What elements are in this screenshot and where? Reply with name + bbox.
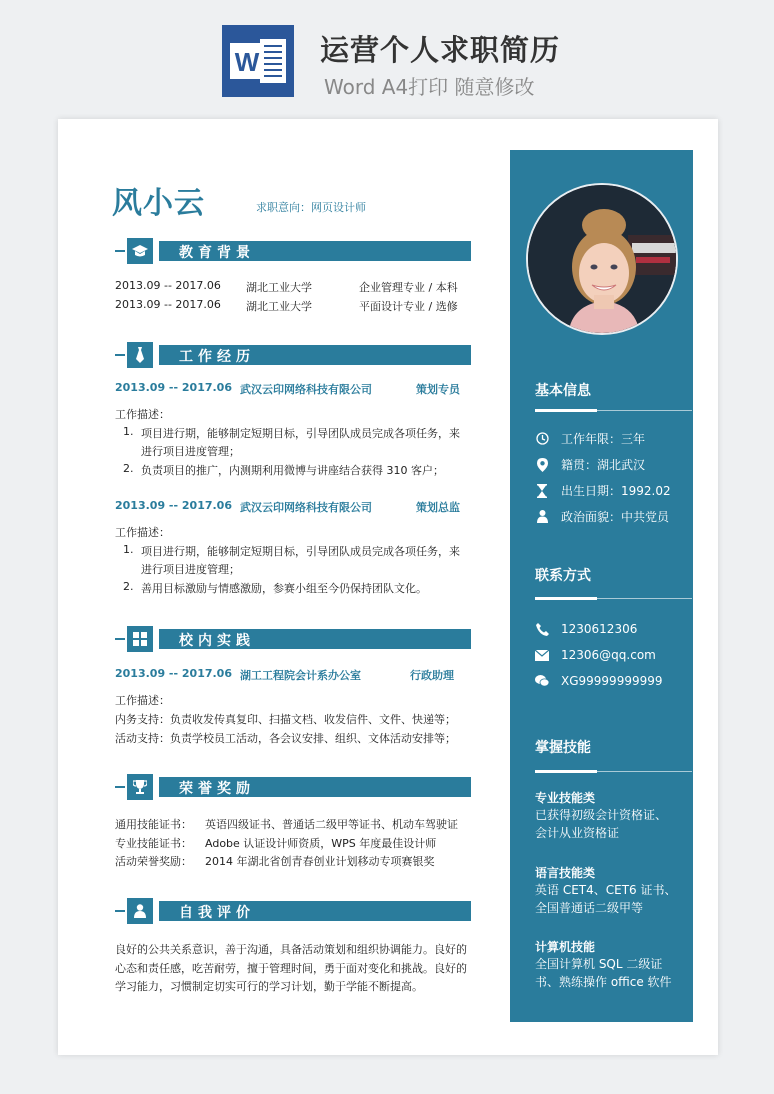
section-title-work: 工作经历 (179, 349, 255, 365)
skill-heading: 计算机技能 (535, 940, 596, 954)
info-birth: 出生日期：1992.02 (561, 484, 671, 498)
info-row-work-years (535, 430, 645, 447)
profile-photo (526, 183, 678, 335)
honor-label: 活动荣誉奖励： (115, 855, 192, 868)
contact-wechat: XG99999999999 (561, 674, 663, 688)
work-role-2: 策划总监 (416, 501, 460, 514)
edu-period-1: 2013.09 -- 2017.06 (115, 279, 221, 292)
work-role-1: 策划专员 (416, 383, 460, 396)
hourglass-icon (535, 484, 549, 498)
self-eval-line: 学习能力，习惯制定切实可行的学习计划，勤于学能不断提高。 (115, 980, 423, 993)
section-header-work (115, 342, 471, 366)
word-logo-icon (222, 25, 294, 97)
contact-row-mail (535, 648, 656, 662)
contact-phone: 1230612306 (561, 622, 638, 636)
skill-line: 书、熟练操作 office 软件 (535, 975, 672, 989)
person-icon (535, 510, 549, 524)
wechat-icon (535, 674, 549, 688)
page-subtitle: Word A4打印 随意修改 (324, 75, 535, 99)
work-item-num: 1. (123, 543, 134, 556)
campus-period: 2013.09 -- 2017.06 (115, 667, 232, 680)
candidate-name: 风小云 (112, 186, 205, 221)
honor-label: 通用技能证书： (115, 818, 192, 831)
edu-major-2: 平面设计专业 / 选修 (359, 300, 458, 313)
section-title-education: 教育背景 (179, 245, 255, 261)
work-item-text: 进行项目进度管理； (141, 445, 240, 458)
honor-label: 专业技能证书： (115, 837, 192, 850)
skill-heading: 语言技能类 (535, 866, 596, 880)
section-title-campus: 校内实践 (179, 633, 255, 649)
work-item-num: 2. (123, 580, 134, 593)
work-item-text: 项目进行期，能够制定短期目标，引导团队成员完成各项任务，来 (141, 545, 460, 558)
work-item-text: 项目进行期，能够制定短期目标，引导团队成员完成各项任务，来 (141, 427, 460, 440)
edu-school-1: 湖北工业大学 (246, 281, 312, 294)
work-desc-label-2: 工作描述： (115, 526, 170, 539)
contact-row-wechat (535, 674, 663, 688)
info-row-birth (535, 482, 671, 499)
sidebar-panel (510, 150, 693, 1022)
work-company-1: 武汉云印网络科技有限公司 (240, 383, 372, 396)
section-header-education (115, 238, 471, 262)
skill-line: 已获得初级会计资格证、 (535, 808, 668, 822)
section-title-honors: 荣誉奖励 (179, 781, 255, 797)
honor-value: 2014 年湖北省创青春创业计划移动专项赛银奖 (205, 855, 435, 868)
honor-value: Adobe 认证设计师资质，WPS 年度最佳设计师 (205, 837, 437, 850)
graduation-cap-icon (127, 238, 153, 264)
word-logo-letter: W (234, 47, 260, 77)
work-item-num: 2. (123, 462, 134, 475)
work-company-2: 武汉云印网络科技有限公司 (240, 501, 372, 514)
page-title: 运营个人求职简历 (320, 33, 561, 67)
mail-icon (535, 648, 549, 662)
side-title-skills: 掌握技能 (535, 740, 591, 756)
page-header (0, 0, 774, 110)
phone-icon (535, 622, 549, 636)
windows-grid-icon (127, 626, 153, 652)
work-item-text: 负责项目的推广，内测期利用微博与讲座结合获得 310 客户； (141, 464, 444, 477)
work-item-text: 善用目标激励与情感激励，参赛小组至今仍保持团队文化。 (141, 582, 427, 595)
work-item-text: 进行项目进度管理； (141, 563, 240, 576)
work-period-2: 2013.09 -- 2017.06 (115, 499, 232, 512)
contact-row-phone (535, 622, 637, 636)
campus-line: 内务支持：负责收发传真复印、扫描文档、收发信件、文件、快递等； (115, 713, 456, 726)
info-political: 政治面貌：中共党员 (561, 510, 670, 524)
location-icon (535, 458, 549, 472)
tie-icon (127, 342, 153, 368)
work-desc-label-1: 工作描述： (115, 408, 170, 421)
campus-role: 行政助理 (410, 669, 454, 682)
work-item-num: 1. (123, 425, 134, 438)
skill-line: 全国计算机 SQL 二级证 (535, 957, 663, 971)
section-header-self (115, 898, 471, 922)
skill-line: 全国普通话二级甲等 (535, 901, 644, 915)
campus-line: 活动支持：负责学校员工活动，各会议安排、组织、文体活动安排等； (115, 732, 456, 745)
contact-email: 12306@qq.com (561, 648, 656, 662)
section-header-honors (115, 774, 471, 798)
job-intent: 求职意向：网页设计师 (256, 201, 366, 214)
side-title-contact: 联系方式 (535, 568, 591, 584)
campus-desc-label: 工作描述： (115, 694, 170, 707)
trophy-icon (127, 774, 153, 800)
honor-value: 英语四级证书、普通话二级甲等证书、机动车驾驶证 (205, 818, 458, 831)
info-row-political (535, 508, 669, 525)
skill-heading: 专业技能类 (535, 791, 596, 805)
skill-line: 英语 CET4、CET6 证书、 (535, 883, 677, 897)
section-title-self: 自我评价 (179, 905, 255, 921)
info-work-years: 工作年限：三年 (561, 432, 646, 446)
skill-line: 会计从业资格证 (535, 826, 620, 840)
self-eval-line: 良好的公共关系意识，善于沟通，具备活动策划和组织协调能力。良好的 (115, 943, 467, 956)
campus-org: 湖工工程院会计系办公室 (240, 669, 361, 682)
person-icon (127, 898, 153, 924)
self-eval-line: 心态和责任感，吃苦耐劳，擅于管理时间，勇于面对变化和挑战。良好的 (115, 962, 467, 975)
edu-school-2: 湖北工业大学 (246, 300, 312, 313)
work-period-1: 2013.09 -- 2017.06 (115, 381, 232, 394)
info-hometown: 籍贯：湖北武汉 (561, 458, 646, 472)
edu-period-2: 2013.09 -- 2017.06 (115, 298, 221, 311)
side-title-basic: 基本信息 (535, 383, 591, 399)
info-row-hometown (535, 456, 645, 473)
edu-major-1: 企业管理专业 / 本科 (359, 281, 458, 294)
clock-icon (535, 432, 549, 446)
section-header-campus (115, 626, 471, 650)
